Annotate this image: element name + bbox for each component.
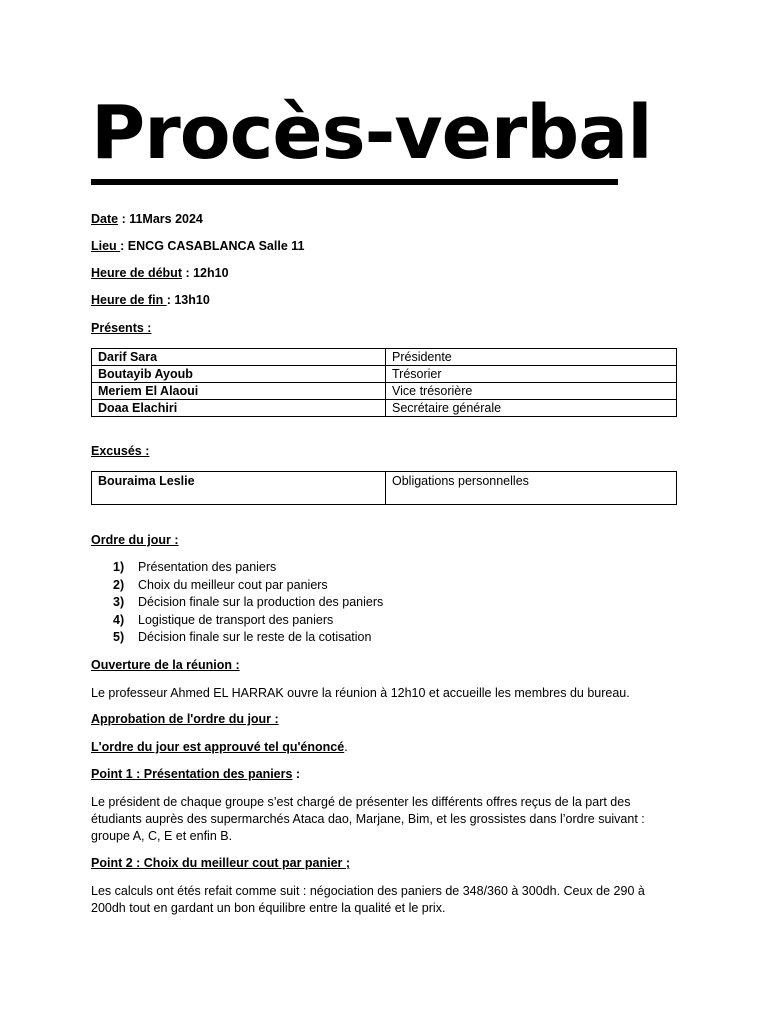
lieu-value: : ENCG CASABLANCA Salle 11	[120, 239, 305, 253]
agenda-text: Choix du meilleur cout par paniers	[138, 577, 328, 592]
table-row	[92, 383, 677, 400]
excuses-label: Excusés :	[91, 444, 150, 458]
agenda-number: 1)	[113, 560, 125, 574]
point2-text: Les calculs ont étés refait comme suit : négociation des paniers de 348/360 à 300dh. Ceux de 290 à 200dh tout en gardant un bon équilibre entre la qualité et le prix.	[91, 884, 645, 915]
meta-lieu	[91, 239, 304, 253]
point2-heading: Point 2 : Choix du meilleur cout par panier ;	[91, 856, 351, 870]
excuses-table	[91, 471, 677, 505]
excuse-name: Bouraima Leslie	[92, 472, 386, 505]
list-item	[91, 594, 383, 612]
point1-heading: Point 1 : Présentation des paniers	[91, 767, 293, 781]
present-role: Vice trésorière	[386, 383, 677, 400]
approbation-end: .	[344, 740, 348, 754]
present-role: Présidente	[386, 349, 677, 366]
present-name: Meriem El Alaoui	[92, 383, 386, 400]
agenda-list	[91, 559, 383, 647]
meta-heure-debut	[91, 266, 229, 280]
approbation-text: L'ordre du jour est approuvé tel qu'énoncé	[91, 740, 345, 754]
list-item	[91, 577, 383, 595]
agenda-number: 4)	[113, 612, 125, 627]
date-value: : 11Mars 2024	[118, 212, 203, 226]
present-name: Boutayib Ayoub	[92, 366, 386, 383]
debut-label: Heure de début	[91, 266, 182, 280]
approbation-heading: Approbation de l'ordre du jour :	[91, 712, 279, 726]
agenda-text: Présentation des paniers	[138, 560, 277, 574]
agenda-number: 3)	[113, 595, 125, 610]
fin-label: Heure de fin	[91, 293, 167, 307]
table-row	[92, 472, 677, 505]
list-item	[91, 612, 383, 630]
present-role: Secrétaire générale	[386, 400, 677, 417]
present-role: Trésorier	[386, 366, 677, 383]
debut-value: : 12h10	[182, 266, 229, 280]
agenda-number: 2)	[113, 577, 125, 592]
agenda-text: Logistique de transport des paniers	[138, 612, 334, 627]
presents-table	[91, 348, 677, 417]
title-underline	[91, 179, 618, 185]
table-row	[92, 349, 677, 366]
fin-value: : 13h10	[166, 293, 210, 307]
meta-heure-fin	[91, 293, 210, 307]
presents-label: Présents :	[91, 321, 152, 335]
agenda-heading: Ordre du jour :	[91, 533, 179, 547]
lieu-label: Lieu	[91, 239, 121, 253]
agenda-text: Décision finale sur la production des paniers	[138, 595, 384, 610]
point1-text: Le président de chaque groupe s’est chargé de présenter les différents offres reçus de la part des étudiants auprès des supermarchés Ataca dao, Marjane, Bim, et les grossistes dans l’ordre suivant : groupe A, C, E et enfin B.	[91, 795, 645, 843]
table-row	[92, 400, 677, 417]
meta-date	[91, 212, 203, 226]
list-item	[91, 629, 383, 647]
ouverture-text: Le professeur Ahmed EL HARRAK ouvre la réunion à 12h10 et accueille les membres du bureau.	[91, 686, 630, 700]
excuse-reason: Obligations personnelles	[386, 472, 677, 505]
point1-suffix: :	[292, 767, 301, 781]
date-label: Date	[91, 212, 119, 226]
agenda-number: 5)	[113, 630, 125, 645]
point1-heading-line	[91, 767, 300, 781]
ouverture-heading: Ouverture de la réunion :	[91, 658, 240, 672]
list-item	[91, 559, 383, 577]
approbation-line	[91, 740, 348, 754]
present-name: Darif Sara	[92, 349, 386, 366]
present-name: Doaa Elachiri	[92, 400, 386, 417]
agenda-text: Décision finale sur le reste de la cotisation	[138, 630, 372, 645]
table-row	[92, 366, 677, 383]
document-title: Procès-verbal	[91, 90, 652, 176]
